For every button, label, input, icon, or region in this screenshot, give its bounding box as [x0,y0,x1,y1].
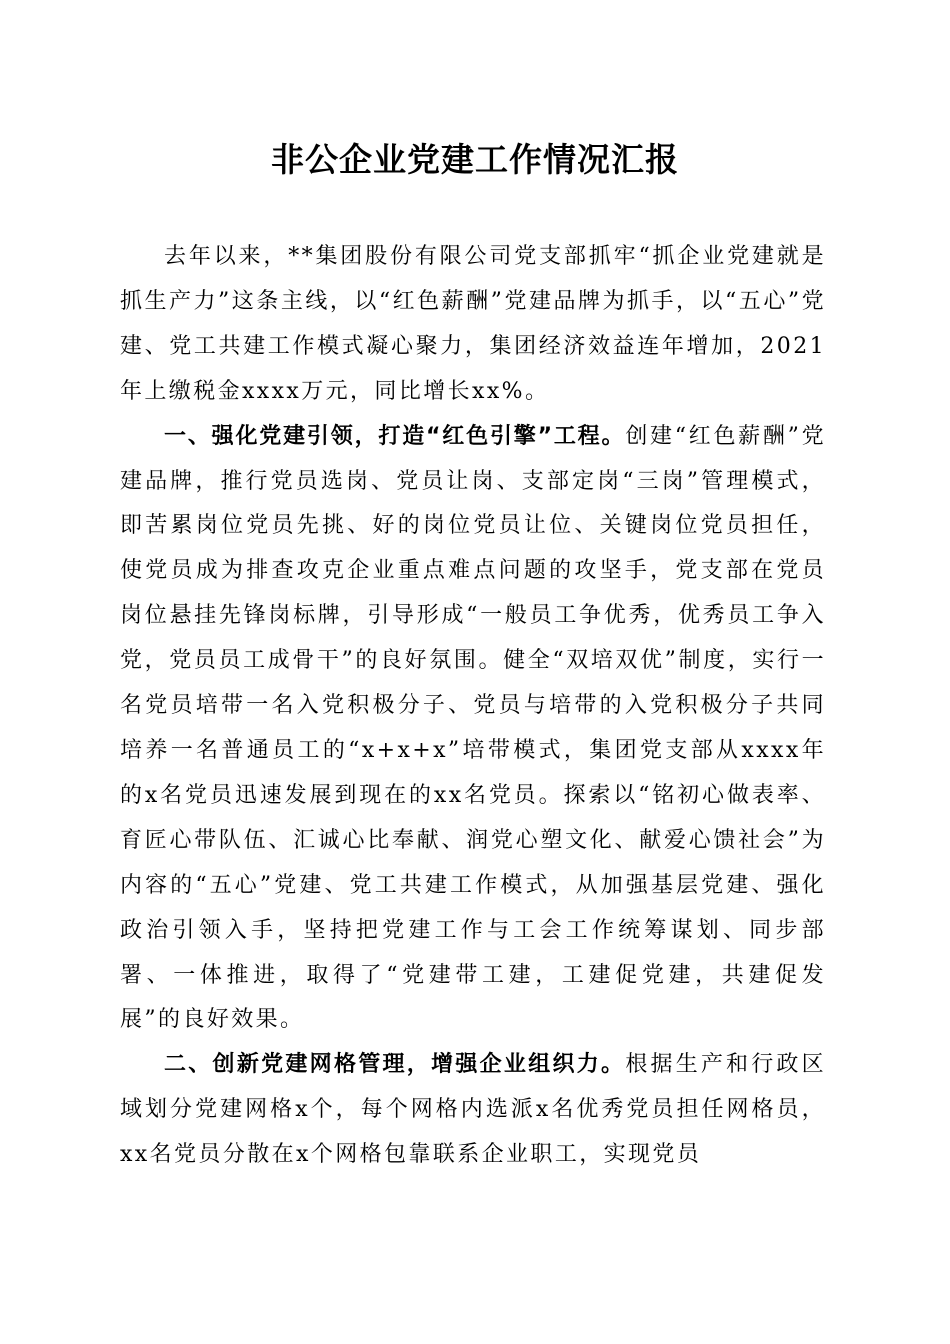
intro-paragraph [120,235,826,415]
section-two-heading: 二、创新党建网格管理，增强企业组织力。 [164,1052,626,1078]
document-title: 非公企业党建工作情况汇报 [271,140,679,179]
paragraph-text: 去年以来，**集团股份有限公司党支部抓牢“抓企业党建就是抓生产力”这条主线，以“红色薪酬”党建品牌为抓手，以“五心”党建、党工共建工作模式凝心聚力，集团经济效益连年增加，2021年上缴税金xxxx万元，同比增长xx%。 [120,244,826,404]
paragraph-text: 创建“红色薪酬”党建品牌，推行党员选岗、党员让岗、支部定岗“三岗”管理模式，即苦累岗位党员先挑、好的岗位党员让位、关键岗位党员担任，使党员成为排查攻克企业重点难点问题的攻坚手，党支部在党员岗位悬挂先锋岗标牌，引导形成“一般员工争优秀，优秀员工争入党，党员员工成骨干”的良好氛围。健全“双培双优”制度，实行一名党员培带一名入党积极分子、党员与培带的入党积极分子共同培养一名普通员工的“x+x+x”培带模式，集团党支部从xxxx年的x名党员迅速发展到现在的xx名党员。探索以“铭初心做表率、育匠心带队伍、汇诚心比奉献、润党心塑文化、献爱心馈社会”为内容的“五心”党建、党工共建工作模式，从加强基层党建、强化政治引领入手，坚持把党建工作与工会工作统筹谋划、同步部署、一体推进，取得了“党建带工建，工建促党建，共建促发展”的良好效果。 [120,423,826,1033]
document-body [120,235,826,1178]
section-one-paragraph [120,415,826,1044]
paragraph-text: 根据生产和行政区域划分党建网格x个，每个网格内选派x名优秀党员担任网格员，xx名党员分散在x个网格包靠联系企业职工，实现党员 [120,1052,826,1168]
section-two-paragraph [120,1043,826,1178]
section-one-heading: 一、强化党建引领，打造“红色引擎”工程。 [164,423,626,449]
